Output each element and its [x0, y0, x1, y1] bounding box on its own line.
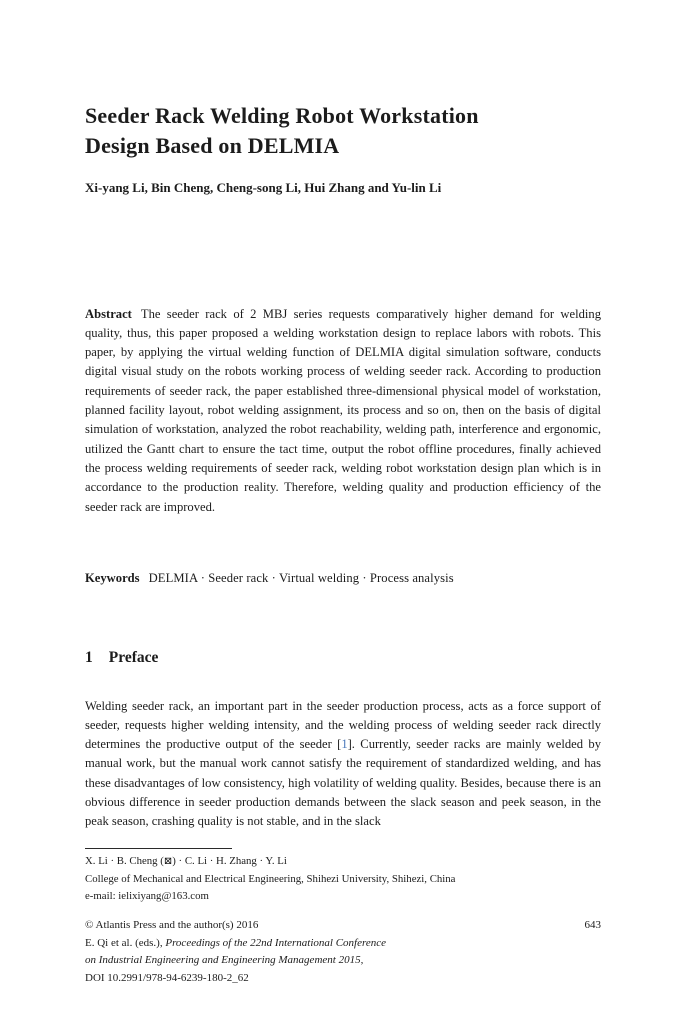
imprint-block — [85, 917, 601, 987]
keywords-text: DELMIA · Seeder rack · Virtual welding · Process analysis — [148, 570, 454, 585]
abstract-text: The seeder rack of 2 MBJ series requests comparatively higher demand for welding quality, thus, this paper proposed a welding workstation design to replace labors with robots. This paper, by applying the virtual welding function of DELMIA digital simulation software, conducts digital visual study on the robots working process of welding seeder rack. According to production requirements of seeder rack, the paper established three-dimensional physical model of workstation, planned facility layout, robot welding assignment, its process and so on, then on the basis of digital simulation of workstation, analyzed the robot reachability, welding path, interference and ergonomic, utilized the Gantt chart to ensure the tact time, output the robot offline procedures, finally achieved the process welding requirements of seeder rack, welding robot workstation design plan which is in accordance to the production reality. Therefore, welding quality and production efficiency of the seeder rack are improved. — [85, 306, 601, 514]
footnote-authors — [85, 853, 601, 871]
footnote-authors-before: X. Li · B. Cheng ( — [85, 855, 164, 867]
footnote-divider — [85, 848, 232, 849]
footnote-email: e-mail: ielixiyang@163.com — [85, 890, 209, 903]
proceedings-title-line1: Proceedings of the 22nd International Conference — [165, 936, 387, 949]
footnote-block — [85, 853, 601, 906]
authors-line: Xi-yang Li, Bin Cheng, Cheng-song Li, Hui Zhang and Yu-lin Li — [85, 180, 442, 195]
keywords-line — [85, 569, 601, 588]
envelope-icon: ⊠ — [163, 856, 173, 867]
copyright-line: © Atlantis Press and the author(s) 2016 — [85, 919, 259, 931]
editors-line — [85, 935, 601, 953]
copyright-row — [85, 917, 601, 935]
body-text-before-citation: Welding seeder rack, an important part in the seeder production process, acts as a force support of seeder, requests higher welding intensity, and the welding process of welding seeder rack directly determines the productive output of the seeder [ — [85, 698, 601, 752]
footnote-affiliation: College of Mechanical and Electrical Engineering, Shihezi University, Shihezi, China — [85, 872, 456, 885]
page-number: 643 — [584, 919, 601, 931]
section-number: 1 — [85, 648, 93, 666]
abstract-paragraph — [85, 305, 601, 517]
footnote-authors-after: ) · C. Li · H. Zhang · Y. Li — [172, 855, 287, 867]
doi-line: DOI 10.2991/978-94-6239-180-2_62 — [85, 971, 249, 984]
editors-text: E. Qi et al. (eds.), — [85, 936, 163, 949]
abstract-label: Abstract — [85, 306, 132, 321]
body-paragraph — [85, 697, 601, 832]
proceedings-title-line2: on Industrial Engineering and Engineering Management 2015, — [85, 954, 364, 967]
section-heading — [85, 649, 601, 667]
paper-title-line1: Seeder Rack Welding Robot Workstation — [85, 102, 479, 128]
keywords-label: Keywords — [85, 570, 140, 585]
section-title: Preface — [108, 648, 159, 666]
paper-title — [85, 101, 601, 161]
paper-title-line2: Design Based on DELMIA — [85, 132, 340, 158]
citation-link-1[interactable]: 1 — [341, 737, 348, 752]
body-text-after-citation: ]. Currently, seeder racks are mainly welded by manual work, but the manual work cannot satisfy the requirement of standardized welding, and has these disadvantages of low consistency, high volatility of welding quality. Besides, because there is an obvious difference in seeder production demands between the slack season and peek season, in the peak season, crashing quality is not stable, and in the slack — [85, 737, 601, 829]
